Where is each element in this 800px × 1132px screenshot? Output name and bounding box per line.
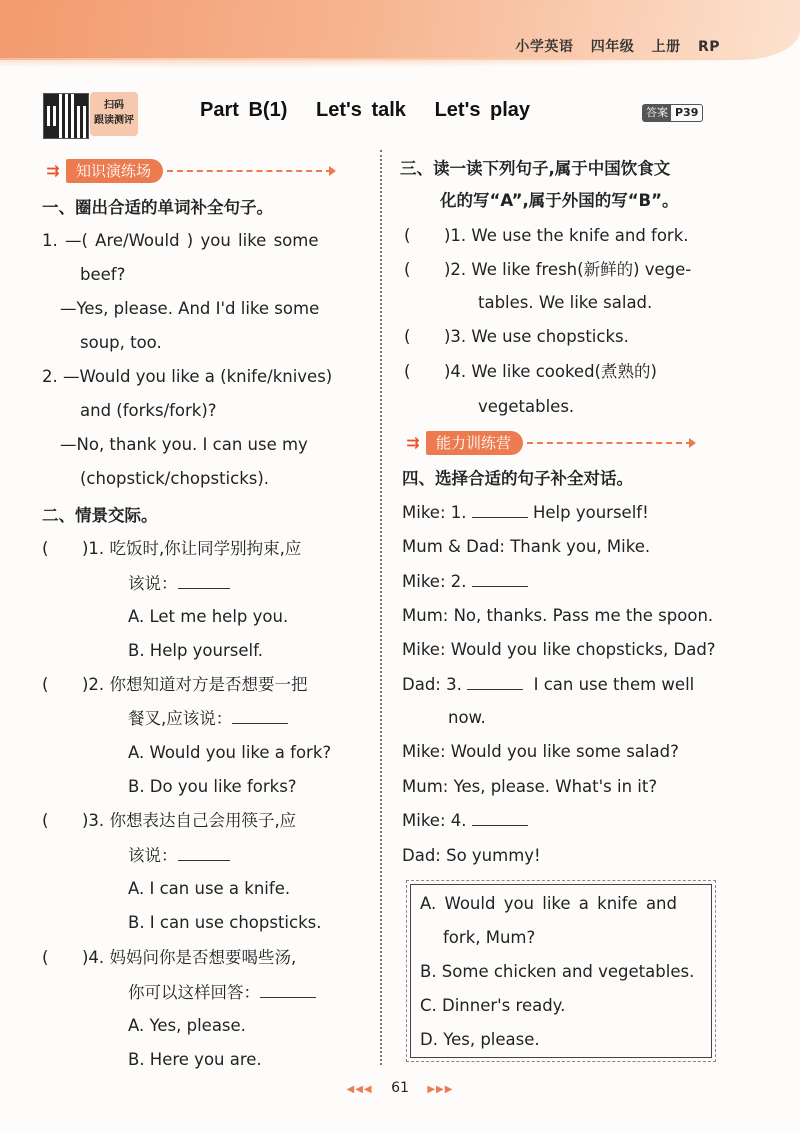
s3-line-2: ( )2. We like fresh(新鲜的) vege- bbox=[404, 260, 692, 279]
s1-line-5: 2. —Would you like a (knife/knives) bbox=[42, 367, 333, 386]
s2-item2-q2: 餐叉,应该说： bbox=[128, 709, 233, 728]
section2-heading: 二、情景交际。 bbox=[42, 506, 158, 525]
s2-item2-q2-line bbox=[128, 708, 288, 730]
s3-line-1-text: )1. We use the knife and fork. bbox=[444, 226, 689, 245]
s2-item2-option-a: A. Would you like a fork? bbox=[128, 743, 332, 762]
dialog-line-3 bbox=[402, 571, 528, 593]
s2-item1-option-a: A. Let me help you. bbox=[128, 607, 289, 626]
section1-heading: 一、圈出合适的单词补全句子。 bbox=[42, 198, 273, 217]
s2-item3-option-a: A. I can use a knife. bbox=[128, 879, 291, 898]
section4-heading: 四、选择合适的句子补全对话。 bbox=[402, 469, 633, 488]
s3-line-4: ( )3. We use chopsticks. bbox=[404, 327, 629, 346]
s2-item3-question: ( )3. 你想表达自己会用筷子,应 bbox=[42, 811, 297, 830]
s1-line-3: —Yes, please. And I'd like some bbox=[60, 299, 320, 318]
s2-item1-q1: 吃饭时,你让同学别拘束,应 bbox=[109, 539, 302, 558]
s2-item3-num: )3. bbox=[82, 811, 105, 830]
s3-line-2-text: )2. We like fresh(新鲜的) vege- bbox=[444, 260, 692, 279]
s2-item1-q2-line bbox=[128, 573, 230, 595]
answer-blank[interactable] bbox=[472, 811, 528, 826]
option-b: B. Some chicken and vegetables. bbox=[420, 962, 695, 981]
s1-line-2: beef? bbox=[80, 265, 126, 284]
answer-label: 答案 bbox=[643, 105, 671, 121]
answer-reference bbox=[642, 104, 703, 122]
answer-blank[interactable] bbox=[260, 983, 316, 998]
qr-code-icon[interactable] bbox=[43, 93, 89, 139]
practice-banner bbox=[40, 158, 332, 184]
s1-line-7: —No, thank you. I can use my bbox=[60, 435, 308, 454]
s2-item1-q2: 该说： bbox=[128, 574, 178, 593]
s2-item3-option-b: B. I can use chopsticks. bbox=[128, 913, 322, 932]
dialog-line-6 bbox=[402, 674, 694, 696]
s2-item4-q2-line bbox=[128, 982, 316, 1004]
s2-item4-num: )4. bbox=[82, 948, 105, 967]
answer-blank[interactable] bbox=[472, 572, 528, 587]
option-a-line2: fork, Mum? bbox=[443, 928, 536, 947]
banner-dash-line bbox=[167, 170, 332, 172]
book-info bbox=[503, 36, 720, 56]
right-arrows-icon: ▶▶▶ bbox=[427, 1084, 454, 1095]
edition-label: RP bbox=[697, 39, 720, 55]
answer-page: P39 bbox=[675, 106, 699, 119]
s2-item1-question: ( )1. 吃饭时,你让同学别拘束,应 bbox=[42, 539, 302, 558]
s3-line-5: ( )4. We like cooked(煮熟的) bbox=[404, 362, 657, 381]
dialog-line-7: now. bbox=[448, 708, 486, 727]
dialog-line-1-pre: Mike: 1. bbox=[402, 503, 467, 522]
dialog-line-6-pre: Dad: 3. bbox=[402, 675, 462, 694]
scan-badge[interactable] bbox=[90, 92, 138, 136]
dialog-line-11: Dad: So yummy! bbox=[402, 846, 541, 865]
scan-badge-line1: 扫码 bbox=[104, 100, 124, 111]
s2-item1-option-b: B. Help yourself. bbox=[128, 641, 263, 660]
option-c: C. Dinner's ready. bbox=[420, 996, 566, 1015]
dialog-line-10 bbox=[402, 810, 528, 832]
dialog-line-6-post: I can use them well bbox=[523, 675, 695, 694]
page-number: 61 bbox=[391, 1080, 409, 1096]
s2-item1-num: )1. bbox=[82, 539, 105, 558]
s2-item3-q2-line bbox=[128, 845, 230, 867]
answer-blank[interactable] bbox=[472, 503, 528, 518]
s3-line-1: ( )1. We use the knife and fork. bbox=[404, 226, 689, 245]
dialog-line-3-pre: Mike: 2. bbox=[402, 572, 467, 591]
page-footer bbox=[0, 1080, 800, 1096]
s1-line-8: (chopstick/chopsticks). bbox=[80, 469, 270, 488]
s3-line-6: vegetables. bbox=[478, 397, 575, 416]
dialog-line-2: Mum & Dad: Thank you, Mike. bbox=[402, 537, 651, 556]
banner-dash-line bbox=[527, 442, 692, 444]
dialog-line-8: Mike: Would you like some salad? bbox=[402, 742, 679, 761]
dialog-line-5: Mike: Would you like chopsticks, Dad? bbox=[402, 640, 716, 659]
answer-blank[interactable] bbox=[178, 846, 230, 861]
s1-line-4: soup, too. bbox=[80, 333, 162, 352]
answer-blank[interactable] bbox=[232, 709, 288, 724]
ability-banner-label: 能力训练营 bbox=[426, 431, 523, 455]
volume-label: 上册 bbox=[651, 39, 681, 55]
section3-heading-line2: 化的写“A”,属于外国的写“B”。 bbox=[440, 191, 679, 210]
s2-item3-q1: 你想表达自己会用筷子,应 bbox=[109, 811, 297, 830]
s2-item2-option-b: B. Do you like forks? bbox=[128, 777, 297, 796]
s2-item2-q1: 你想知道对方是否想要一把 bbox=[109, 675, 308, 694]
option-d: D. Yes, please. bbox=[420, 1030, 540, 1049]
subject-label: 小学英语 bbox=[515, 39, 574, 55]
dialog-line-10-pre: Mike: 4. bbox=[402, 811, 467, 830]
s1-line-6: and (forks/fork)? bbox=[80, 401, 217, 420]
s2-item2-question: ( )2. 你想知道对方是否想要一把 bbox=[42, 675, 308, 694]
dialog-line-1-post: Help yourself! bbox=[527, 503, 649, 522]
practice-banner-label: 知识演练场 bbox=[66, 159, 163, 183]
s3-line-3: tables. We like salad. bbox=[478, 293, 653, 312]
s1-line-1: 1. —( Are/Would ) you like some bbox=[42, 231, 319, 250]
dialog-line-1 bbox=[402, 502, 649, 524]
page-title: Part B(1) Let's talk Let's play bbox=[200, 99, 531, 121]
s2-item2-num: )2. bbox=[82, 675, 105, 694]
banner-arrow-icon: ⇉ bbox=[406, 433, 420, 452]
banner-arrow-icon: ⇉ bbox=[46, 161, 60, 180]
ability-banner bbox=[400, 430, 692, 456]
s2-item4-question: ( )4. 妈妈问你是否想要喝些汤, bbox=[42, 948, 297, 967]
s3-line-5-text: )4. We like cooked(煮熟的) bbox=[444, 362, 657, 381]
s2-item4-q1: 妈妈问你是否想要喝些汤, bbox=[109, 948, 297, 967]
s2-item4-option-b: B. Here you are. bbox=[128, 1050, 262, 1069]
answer-blank[interactable] bbox=[178, 574, 230, 589]
s2-item4-option-a: A. Yes, please. bbox=[128, 1016, 246, 1035]
left-arrows-icon: ◀◀◀ bbox=[346, 1084, 373, 1095]
s2-item4-q2: 你可以这样回答： bbox=[128, 983, 260, 1002]
column-divider bbox=[380, 150, 382, 1065]
s2-item3-q2: 该说： bbox=[128, 846, 178, 865]
dialog-line-9: Mum: Yes, please. What's in it? bbox=[402, 777, 658, 796]
scan-badge-line2: 跟读测评 bbox=[94, 115, 134, 126]
section3-heading-line1: 三、读一读下列句子,属于中国饮食文 bbox=[400, 159, 671, 178]
s3-line-4-text: )3. We use chopsticks. bbox=[444, 327, 629, 346]
answer-blank[interactable] bbox=[467, 675, 523, 690]
dialog-line-4: Mum: No, thanks. Pass me the spoon. bbox=[402, 606, 714, 625]
option-a-line1: A. Would you like a knife and bbox=[420, 894, 677, 913]
grade-label: 四年级 bbox=[590, 39, 635, 55]
